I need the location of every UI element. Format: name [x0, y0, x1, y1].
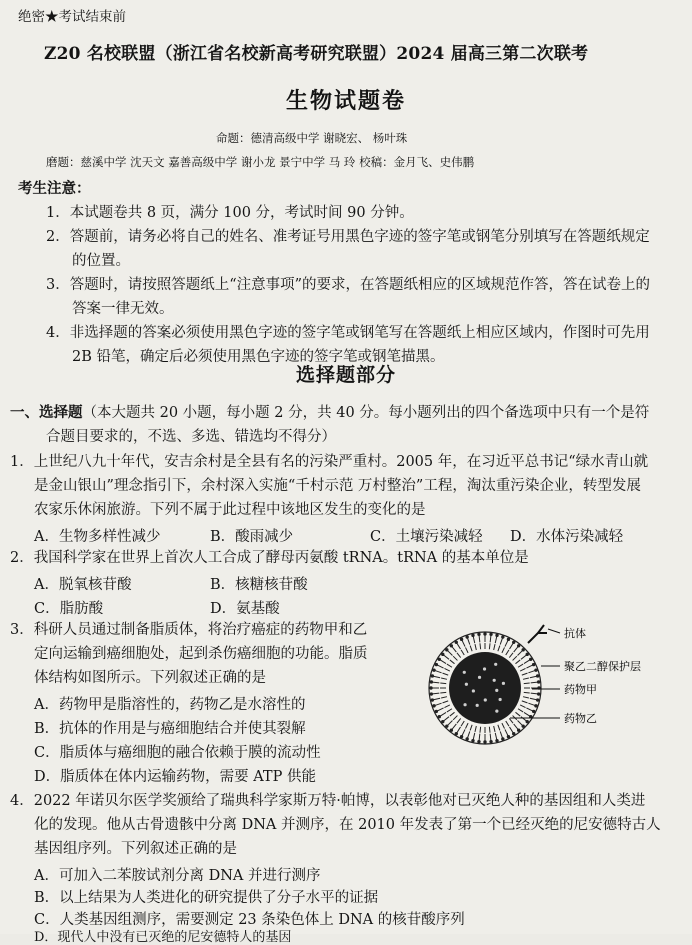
drug-particle: [484, 698, 487, 701]
lipid-head-outer: [477, 740, 480, 743]
lipid-head-outer: [432, 704, 435, 707]
lipid-head-outer: [441, 653, 444, 656]
lipid-head-outer: [507, 735, 510, 738]
lipid-head-outer: [512, 641, 515, 644]
lipid-head-outer: [445, 648, 448, 651]
q1-stem-1: 1．上世纪八九十年代，安吉余村是全县有名的污染严重村。2005 年，在习近平总书记“绿水青山就: [10, 454, 649, 470]
lipid-head-outer: [526, 653, 529, 656]
lipid-head-outer: [501, 737, 504, 740]
lipid-head-outer: [455, 641, 458, 644]
lipid-tail-inner: [524, 692, 530, 693]
lipid-head-outer: [445, 724, 448, 727]
q3-option-d: D．脂质体在体内运输药物，需要 ATP 供能: [34, 769, 316, 785]
lipid-head-outer: [529, 658, 532, 661]
lipid-head-outer: [534, 668, 537, 671]
lipid-head-outer: [532, 663, 535, 666]
q4-option-b: B．以上结果为人类进化的研究提供了分子水平的证据: [34, 890, 379, 906]
secret-mark: 绝密★考试结束前: [18, 9, 126, 25]
credits-line-1: 命题：德清高级中学 谢晓宏、 杨叶珠: [216, 131, 408, 145]
lipid-head-outer: [489, 740, 492, 743]
q2-option-c: C．脂肪酸: [34, 601, 104, 617]
drug-particle: [502, 682, 505, 685]
lipid-head-outer: [495, 634, 498, 637]
q1-option-c: C．土壤污染减轻: [370, 529, 483, 545]
lipid-head-outer: [430, 680, 433, 683]
q3-option-c: C．脂质体与癌细胞的融合依赖于膜的流动性: [34, 745, 321, 761]
lipid-head-outer: [435, 710, 438, 713]
lipid-head-outer: [455, 732, 458, 735]
lipid-head-outer: [495, 739, 498, 742]
lipid-head-outer: [429, 686, 432, 689]
drug-particle: [476, 704, 479, 707]
drug-particle: [478, 676, 481, 679]
q4-option-c: C．人类基因组测序，需要测定 23 条染色体上 DNA 的核苷酸序列: [34, 912, 465, 928]
lipid-head-outer: [431, 698, 434, 701]
notice-title: 考生注意：: [18, 180, 91, 197]
part-desc: （本大题共 20 小题，每小题 2 分，共 40 分。每小题列出的四个备选项中只有一个是符: [82, 405, 650, 421]
lipid-head-outer: [432, 668, 435, 671]
lipid-head-outer: [532, 710, 535, 713]
q4-stem-1: 4．2022 年诺贝尔医学奖颁给了瑞典科学家斯万特·帕博，以表彰他对已灭绝人种的基因组和人类进: [10, 793, 646, 809]
lipid-head-outer: [465, 635, 468, 638]
lipid-head-outer: [450, 644, 453, 647]
lipid-head-outer: [483, 740, 486, 743]
lipid-head-outer: [536, 674, 539, 677]
exam-title: Z20 名校联盟（浙江省名校新高考研究联盟）2024 届高三第二次联考: [44, 44, 589, 64]
q4-stem-2: 化的发现。他从古骨遗骸中分离 DNA 并测序，在 2010 年发表了第一个已经灭绝的尼安德特古人: [34, 817, 661, 833]
antibody-icon: [528, 625, 547, 643]
lipid-head-outer: [483, 632, 486, 635]
lipid-head-outer: [537, 680, 540, 683]
part-desc-2: 合题目要求的，不选、多选、错选均不得分）: [46, 429, 336, 445]
drug-particle: [463, 671, 466, 674]
liposome-diagram: [429, 625, 547, 744]
lipid-head-outer: [441, 720, 444, 723]
notice-line-3b: 答案一律无效。: [72, 301, 174, 317]
lipid-head-outer: [471, 739, 474, 742]
notice-line-4b: 2B 铅笔，确定后必须使用黑色字迹的签字笔或钢笔描黑。: [72, 349, 445, 365]
q2-option-d: D．氨基酸: [210, 601, 280, 617]
lipid-tail-inner: [440, 683, 446, 684]
drug-particle: [499, 698, 502, 701]
lipid-tail-inner: [440, 692, 446, 693]
q3-stem-2: 定向运输到癌细胞处，起到杀伤癌细胞的功能。脂质: [34, 646, 368, 662]
lipid-head-outer: [435, 663, 438, 666]
q1-option-d: D．水体污染减轻: [510, 529, 624, 545]
lipid-tail-inner: [489, 643, 490, 649]
q2-option-b: B．核糖核苷酸: [210, 577, 308, 593]
liposome-core: [449, 652, 521, 724]
lipid-head-outer: [430, 692, 433, 695]
liposome-figure: [410, 603, 660, 773]
notice-line-3: 3．答题时，请按照答题纸上“注意事项”的要求，在答题纸相应的区域规范作答，答在试卷上的: [46, 277, 651, 293]
lipid-head-outer: [460, 735, 463, 738]
lipid-head-outer: [534, 704, 537, 707]
lipid-head-outer: [536, 698, 539, 701]
paper-title: 生物试题卷: [285, 88, 406, 114]
part-title: 一、选择题: [10, 404, 83, 421]
drug-particle: [472, 689, 475, 692]
lipid-head-outer: [477, 633, 480, 636]
lipid-head-outer: [438, 715, 441, 718]
q1-option-b: B．酸雨减少: [210, 529, 294, 545]
lipid-head-outer: [521, 724, 524, 727]
label-antibody: 抗体: [564, 627, 586, 640]
lipid-head-outer: [431, 674, 434, 677]
lipid-head-outer: [460, 638, 463, 641]
q3-stem-3: 体结构如图所示。下列叙述正确的是: [34, 670, 266, 686]
drug-particle: [495, 689, 498, 692]
lipid-head-outer: [517, 729, 520, 732]
q4-option-d: D．现代人中没有已灭绝的尼安德特人的基因: [34, 930, 292, 945]
lipid-head-outer: [517, 644, 520, 647]
lipid-head-outer: [438, 658, 441, 661]
label-drug-b: 药物乙: [564, 712, 597, 725]
lipid-head-outer: [471, 634, 474, 637]
q1-stem-3: 农家乐休闲旅游。下列不属于此过程中该地区发生的变化的是: [34, 502, 426, 518]
part-intro: [10, 404, 649, 422]
label-drug-a: 药物甲: [564, 683, 597, 696]
notice-line-2: 2．答题前，请务必将自己的姓名、准考证号用黑色字迹的签字笔或钢笔分别填写在答题纸规定: [46, 229, 650, 245]
q2-option-a: A．脱氧核苷酸: [34, 577, 132, 593]
lipid-head-outer: [489, 633, 492, 636]
drug-particle: [493, 679, 496, 682]
lipid-head-outer: [450, 729, 453, 732]
lipid-head-outer: [512, 732, 515, 735]
lipid-tail-inner: [524, 683, 530, 684]
drug-particle: [494, 663, 497, 666]
q2-stem-1: 2．我国科学家在世界上首次人工合成了酵母丙氨酸 tRNA。tRNA 的基本单位是: [10, 550, 529, 566]
lipid-head-outer: [526, 720, 529, 723]
section-heading: 选择题部分: [295, 364, 396, 386]
notice-line-4: 4．非选择题的答案必须使用黑色字迹的签字笔或钢笔写在答题纸上相应区域内，作图时可先用: [46, 325, 650, 341]
q1-option-a: A．生物多样性减少: [34, 529, 161, 545]
drug-particle: [483, 667, 486, 670]
lipid-tail-inner: [480, 727, 481, 733]
q3-option-b: B．抗体的作用是与癌细胞结合并使其裂解: [34, 721, 306, 737]
lipid-tail-inner: [489, 727, 490, 733]
lipid-head-outer: [501, 635, 504, 638]
q4-stem-3: 基因组序列。下列叙述正确的是: [34, 841, 237, 857]
q4-option-a: A．可加入二苯胺试剂分离 DNA 并进行测序: [34, 868, 321, 884]
credits-line-2: 磨题：慈溪中学 沈天文 嘉善高级中学 谢小龙 景宁中学 马 玲 校稿：金月飞、史伟鹏: [46, 155, 475, 169]
q1-stem-2: 是金山银山”理念指引下，余村深入实施“千村示范 万村整治”工程，淘汰重污染企业，转型发展: [34, 478, 641, 494]
notice-line-2b: 的位置。: [72, 253, 130, 269]
drug-particle: [465, 683, 468, 686]
lipid-head-outer: [537, 692, 540, 695]
label-peg-layer: 聚乙二醇保护层: [564, 660, 641, 673]
notice-line-1: 1．本试题卷共 8 页，满分 100 分，考试时间 90 分钟。: [46, 205, 414, 221]
lipid-head-outer: [465, 737, 468, 740]
lipid-head-outer: [507, 638, 510, 641]
drug-particle: [463, 703, 466, 706]
leader-antibody: [548, 629, 560, 633]
lipid-head-outer: [521, 648, 524, 651]
drug-particle: [495, 710, 498, 713]
q3-stem-1: 3．科研人员通过制备脂质体，将治疗癌症的药物甲和乙: [10, 622, 368, 638]
lipid-tail-inner: [480, 643, 481, 649]
q3-option-a: A．药物甲是脂溶性的，药物乙是水溶性的: [34, 697, 306, 713]
